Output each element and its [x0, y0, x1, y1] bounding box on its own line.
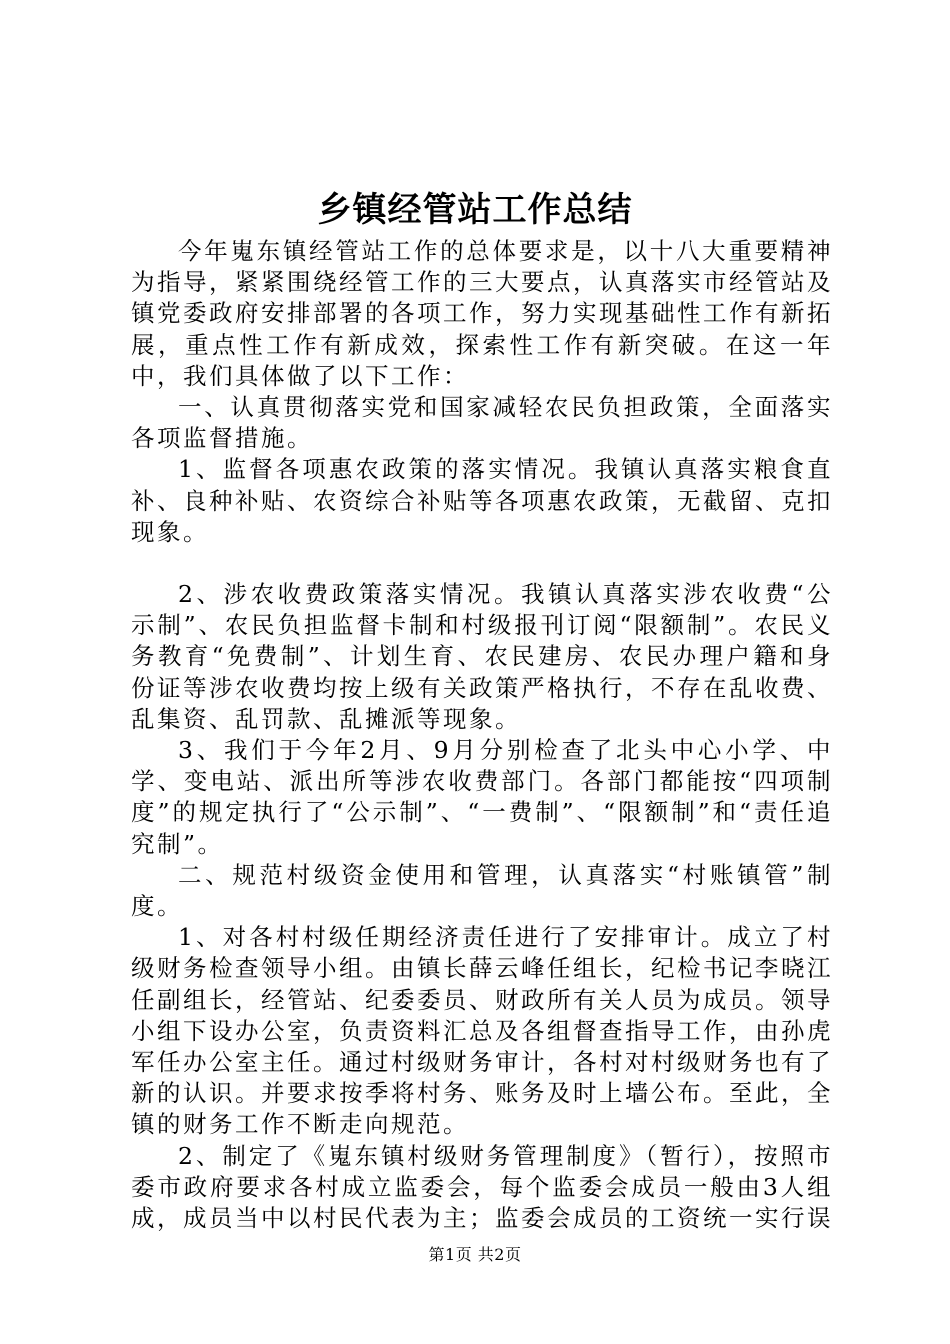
- paragraph-section-1-item-1: 1、监督各项惠农政策的落实情况。我镇认真落实粮食直补、良种补贴、农资综合补贴等各项惠农政策，无截留、克扣现象。: [131, 455, 833, 546]
- page-footer: 第1页 共2页: [428, 1245, 522, 1264]
- document-title: 乡镇经管站工作总结: [317, 190, 633, 230]
- paragraph-section-2-heading: 二、规范村级资金使用和管理，认真落实“村账镇管”制度。: [131, 860, 833, 921]
- paragraph-section-1-item-3: 3、我们于今年2月、9月分别检查了北头中心小学、中学、变电站、派出所等涉农收费部门。各部门都能按“四项制度”的规定执行了“公示制”、“一费制”、“限额制”和“责任追究制”。: [131, 736, 833, 858]
- paragraph-section-2-item-2: 2、制定了《嵬东镇村级财务管理制度》（暂行），按照市委市政府要求各村成立监委会，每个监委会成员一般由3人组成，成员当中以村民代表为主；监委会成员的工资统一实行误: [131, 1141, 833, 1233]
- paragraph-section-1-item-2: 2、涉农收费政策落实情况。我镇认真落实涉农收费“公示制”、农民负担监督卡制和村级报刊订阅“限额制”。农民义务教育“免费制”、计划生育、农民建房、农民办理户籍和身份证等涉农收费均按上级有关政策严格执行，不存在乱收费、乱集资、乱罚款、乱摊派等现象。: [131, 580, 833, 733]
- document-body: [131, 236, 833, 1234]
- paragraph-section-1-heading: 一、认真贯彻落实党和国家减轻农民负担政策，全面落实各项监督措施。: [131, 393, 833, 453]
- paragraph-intro: 今年嵬东镇经管站工作的总体要求是，以十八大重要精神为指导，紧紧围绕经管工作的三大要点，认真落实市经管站及镇党委政府安排部署的各项工作，努力实现基础性工作有新拓展，重点性工作有新成效，探索性工作有新突破。在这一年中，我们具体做了以下工作：: [131, 237, 833, 390]
- paragraph-section-2-item-1: 1、对各村村级任期经济责任进行了安排审计。成立了村级财务检查领导小组。由镇长薛云峰任组长，纪检书记李晓江任副组长，经管站、纪委委员、财政所有关人员为成员。领导小组下设办公室，负责资料汇总及各组督查指导工作，由孙虎军任办公室主任。通过村级财务审计，各村对村级财务也有了新的认识。并要求按季将村务、账务及时上墙公布。至此，全镇的财务工作不断走向规范。: [131, 923, 833, 1139]
